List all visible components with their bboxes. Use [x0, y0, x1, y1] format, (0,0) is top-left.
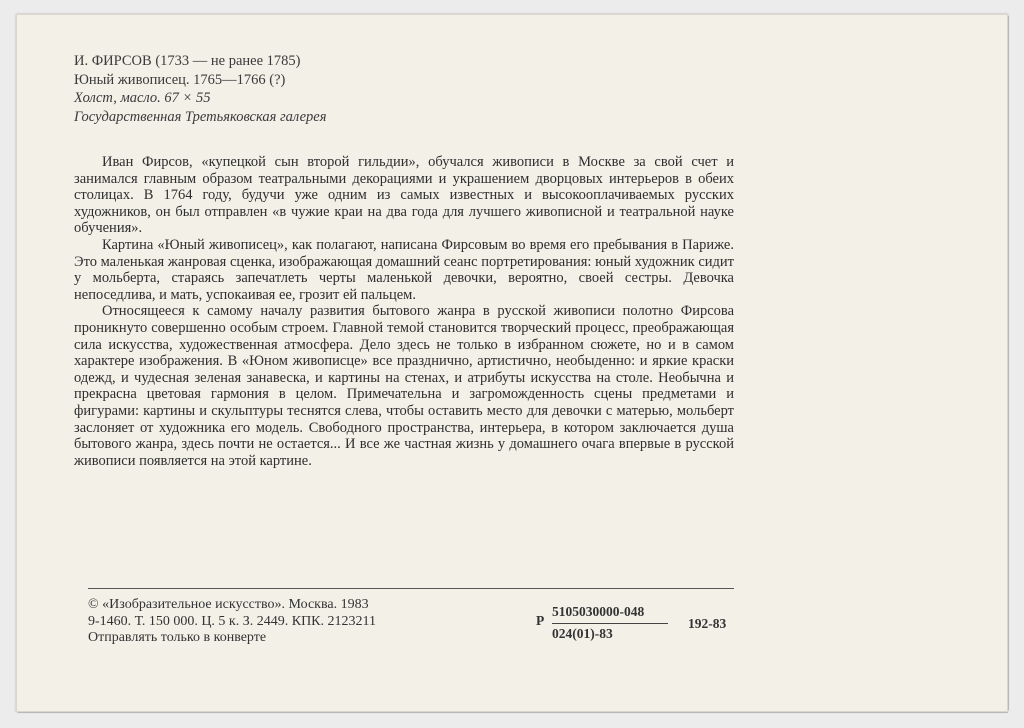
- artist-name: И. ФИРСОВ (1733 — не ранее 1785): [74, 53, 301, 69]
- artwork-collection: Государственная Третьяковская галерея: [74, 108, 327, 125]
- mailing-note: Отправлять только в конверте: [88, 630, 267, 645]
- description-text: [74, 154, 734, 469]
- publisher-imprint: [88, 597, 376, 647]
- code-fraction-line: [552, 623, 668, 624]
- artwork-caption: [74, 52, 326, 126]
- publisher-line: © «Изобразительное искусство». Москва. 1983: [88, 597, 369, 612]
- code-letter: Р: [536, 613, 545, 628]
- paragraph-1: Иван Фирсов, «купецкой сын второй гильдии», обучался живописи в Москве за свой счет и занимался главным образом театральными декорациями и украшением дворцовых интерьеров в обеих столицах. В 1764 году, будучи уже одним из самых известных и высокооплачиваемых русских художников, он был отправлен «в чужие краи на два года для лучшего живописной и театральной науке обучения».: [74, 154, 734, 237]
- paragraph-3: Относящееся к самому началу развития бытового жанра в русской живописи полотно Фирсова проникнуто совершенно особым строем. Главной темой становится творческий процесс, преображающая сила искусства, художественная атмосфера. Дело здесь не только в избранном сюжете, но и в самом характере изображения. В «Юном живописце» все празднично, артистично, необыденно: и яркие краски одежд, и чудесная зеленая занавеска, и картины на стенах, и атрибуты искусства на столе. Необычна и прекрасна цветовая гармония в целом. Примечательна и загроможденность сцены предметами и фигурами: картины и скульптуры теснятся слева, чтобы оставить место для девочки с матерью, мольберт заслоняет от художника его модель. Свободного пространства, интерьера, в котором заключается душа бытового жанра, здесь почти не остается... И все же частная жизнь у домашнего очага впервые в русской живописи появляется на этой картине.: [74, 303, 734, 469]
- artwork-title: Юный живописец. 1765—1766 (?): [74, 71, 286, 88]
- code-numerator: 5105030000-048: [552, 604, 645, 619]
- code-suffix: 192-83: [688, 616, 727, 631]
- print-details: 9-1460. Т. 150 000. Ц. 5 к. З. 2449. КПК. 2123211: [88, 613, 377, 629]
- paragraph-2: Картина «Юный живописец», как полагают, написана Фирсовым во время его пребывания в Париже. Это маленькая жанровая сценка, изображающая домашний сеанс портретирования: юный художник сидит у мольберта, стараясь запечатлеть черты маленькой девочки, вероятно, своей сестры. Девочка непоседлива, и мать, успокаивая ее, грозит ей пальцем.: [74, 236, 734, 303]
- divider-line: [88, 588, 734, 589]
- code-denominator: 024(01)-83: [552, 626, 613, 641]
- artwork-medium: Холст, масло. 67 × 55: [74, 90, 211, 106]
- catalog-code: [536, 604, 736, 644]
